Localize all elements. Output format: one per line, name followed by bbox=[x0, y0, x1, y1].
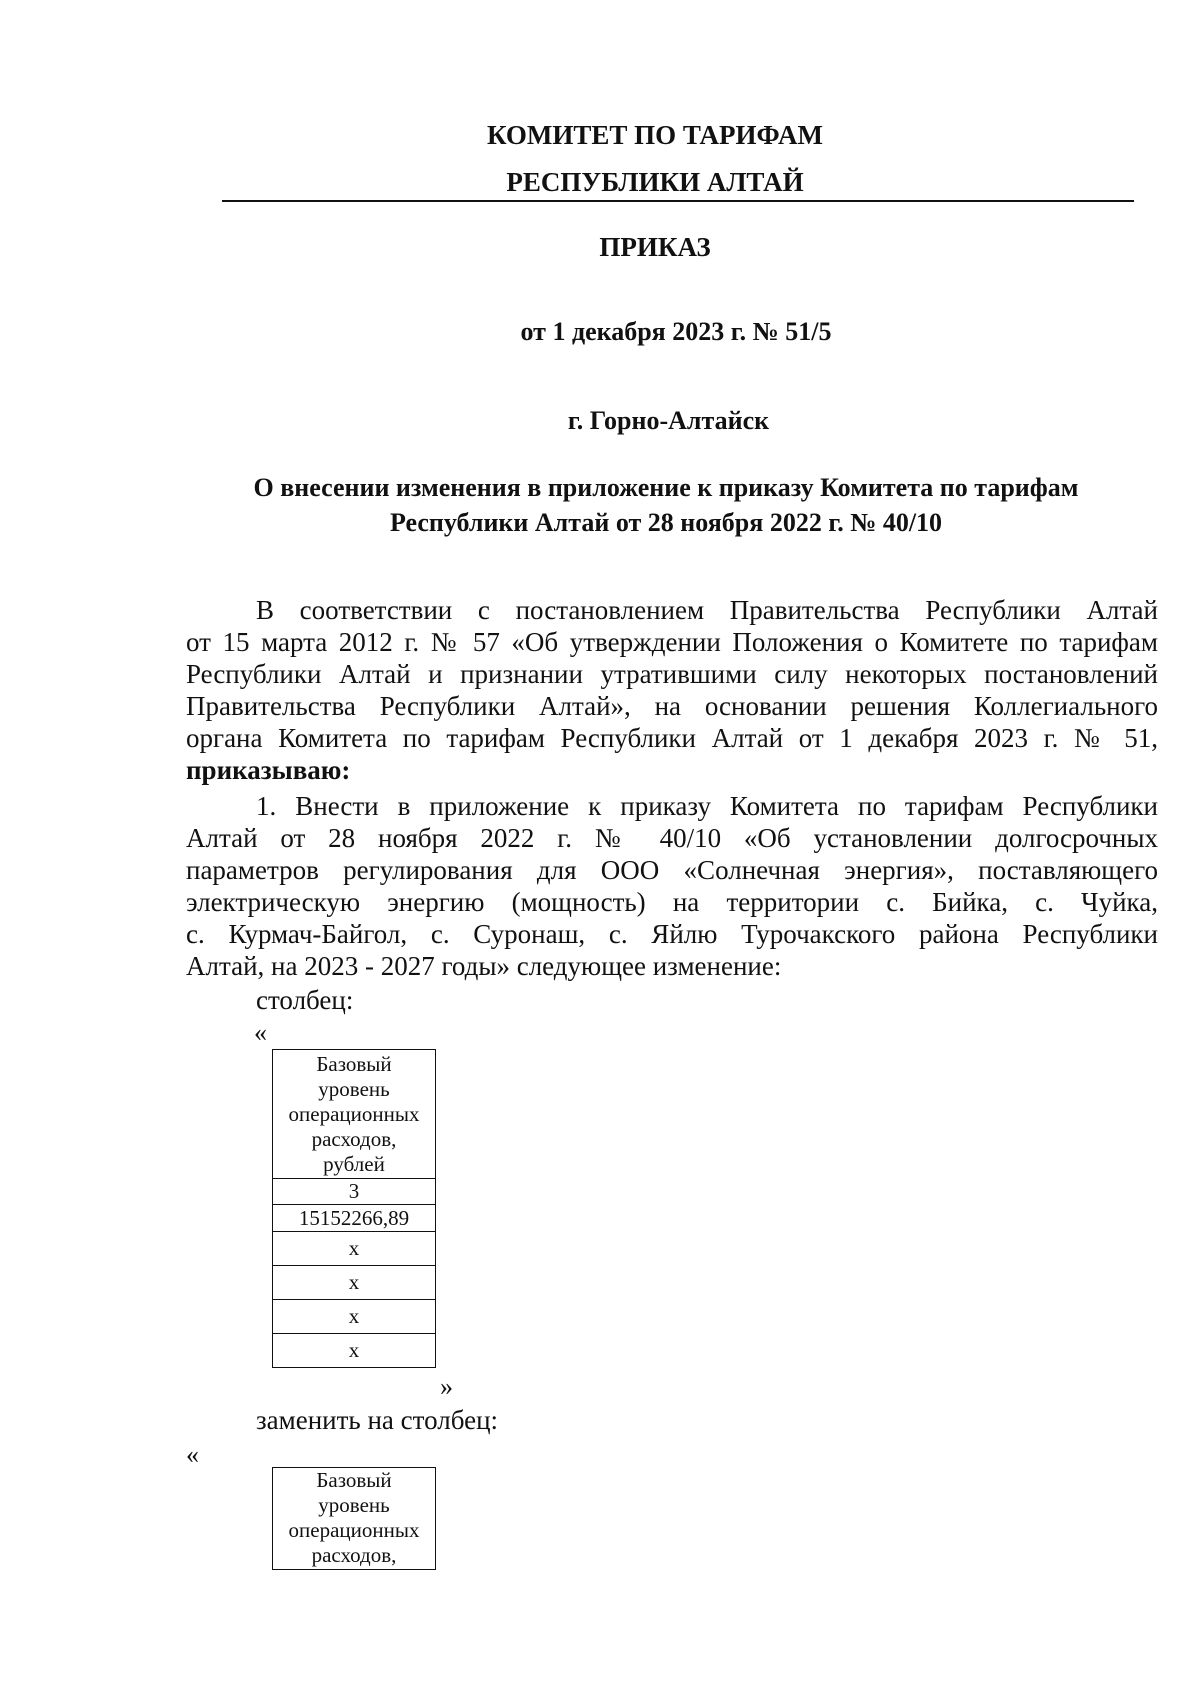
clause-line: с. Курмач-Байгол, с. Суронаш, с. Яйлю Турочакского района Республики bbox=[186, 919, 1158, 949]
document-date-number: от 1 декабря 2023 г. № 51/5 bbox=[520, 317, 832, 346]
replace-label: заменить на столбец: bbox=[256, 1405, 499, 1435]
table-header-cell bbox=[273, 1050, 436, 1179]
table-row bbox=[273, 1468, 436, 1570]
quote-close: » bbox=[440, 1372, 453, 1401]
header-line: Базовый bbox=[316, 1051, 392, 1076]
quote-open: « bbox=[254, 1018, 267, 1047]
preamble-line: Правительства Республики Алтай», на основании решения Коллегиального bbox=[186, 691, 1158, 721]
header-line: операционных bbox=[288, 1518, 420, 1542]
header-line: Базовый bbox=[316, 1468, 392, 1492]
table-row bbox=[273, 1205, 436, 1232]
document-city: г. Горно-Алтайск bbox=[567, 406, 770, 435]
header-line: рублей bbox=[323, 1151, 385, 1176]
table-row bbox=[273, 1300, 436, 1334]
preamble-line: В соответствии с постановлением Правительства Республики Алтай bbox=[256, 595, 1158, 625]
column-label: столбец: bbox=[256, 985, 354, 1015]
preamble-line: органа Комитета по тарифам Республики Алтай от 1 декабря 2023 г. № 51, bbox=[186, 723, 1158, 753]
x-cell: х bbox=[273, 1334, 436, 1368]
column-number-cell: 3 bbox=[273, 1179, 436, 1205]
document-type: ПРИКАЗ bbox=[599, 232, 711, 262]
clause-line: параметров регулирования для ООО «Солнечная энергия», поставляющего bbox=[186, 855, 1158, 885]
table-row bbox=[273, 1050, 436, 1179]
subject-line-2: Республики Алтай от 28 ноября 2022 г. № 40/10 bbox=[389, 508, 943, 537]
preamble-line: Республики Алтай и признании утратившими силу некоторых постановлений bbox=[186, 659, 1158, 689]
preamble-paragraph bbox=[186, 594, 1158, 786]
order-word: приказываю: bbox=[186, 755, 351, 785]
table-row bbox=[273, 1334, 436, 1368]
header-line: уровень bbox=[318, 1076, 390, 1101]
table-header-cell bbox=[273, 1468, 436, 1570]
value-cell: 15152266,89 bbox=[273, 1205, 436, 1232]
table-row bbox=[273, 1266, 436, 1300]
x-cell: х bbox=[273, 1300, 436, 1334]
subject-line-1: О внесении изменения в приложение к приказу Комитета по тарифам bbox=[253, 473, 1079, 502]
clause-1-paragraph bbox=[186, 790, 1158, 982]
header-line: расходов, bbox=[311, 1126, 397, 1151]
preamble-line: от 15 марта 2012 г. № 57 «Об утверждении Положения о Комитете по тарифам bbox=[186, 627, 1158, 657]
table-row bbox=[273, 1232, 436, 1266]
header-rule bbox=[222, 200, 1134, 202]
old-column-table bbox=[272, 1049, 436, 1368]
org-name-line-2: РЕСПУБЛИКИ АЛТАЙ bbox=[506, 167, 804, 197]
new-column-table bbox=[272, 1467, 436, 1570]
quote-open: « bbox=[186, 1440, 199, 1469]
clause-line: 1. Внести в приложение к приказу Комитета по тарифам Республики bbox=[256, 791, 1158, 821]
header-line: расходов, bbox=[311, 1543, 397, 1567]
clause-line: Алтай, на 2023 - 2027 годы» следующее изменение: bbox=[186, 951, 782, 981]
x-cell: х bbox=[273, 1232, 436, 1266]
x-cell: х bbox=[273, 1266, 436, 1300]
document-subject bbox=[200, 470, 1132, 540]
header-line: операционных bbox=[288, 1101, 420, 1126]
table-row bbox=[273, 1179, 436, 1205]
clause-line: Алтай от 28 ноября 2022 г. № 40/10 «Об установлении долгосрочных bbox=[186, 823, 1158, 853]
org-name-line-1: КОМИТЕТ ПО ТАРИФАМ bbox=[486, 120, 824, 150]
header-line: уровень bbox=[318, 1493, 390, 1517]
clause-line: электрическую энергию (мощность) на территории с. Бийка, с. Чуйка, bbox=[186, 887, 1158, 917]
